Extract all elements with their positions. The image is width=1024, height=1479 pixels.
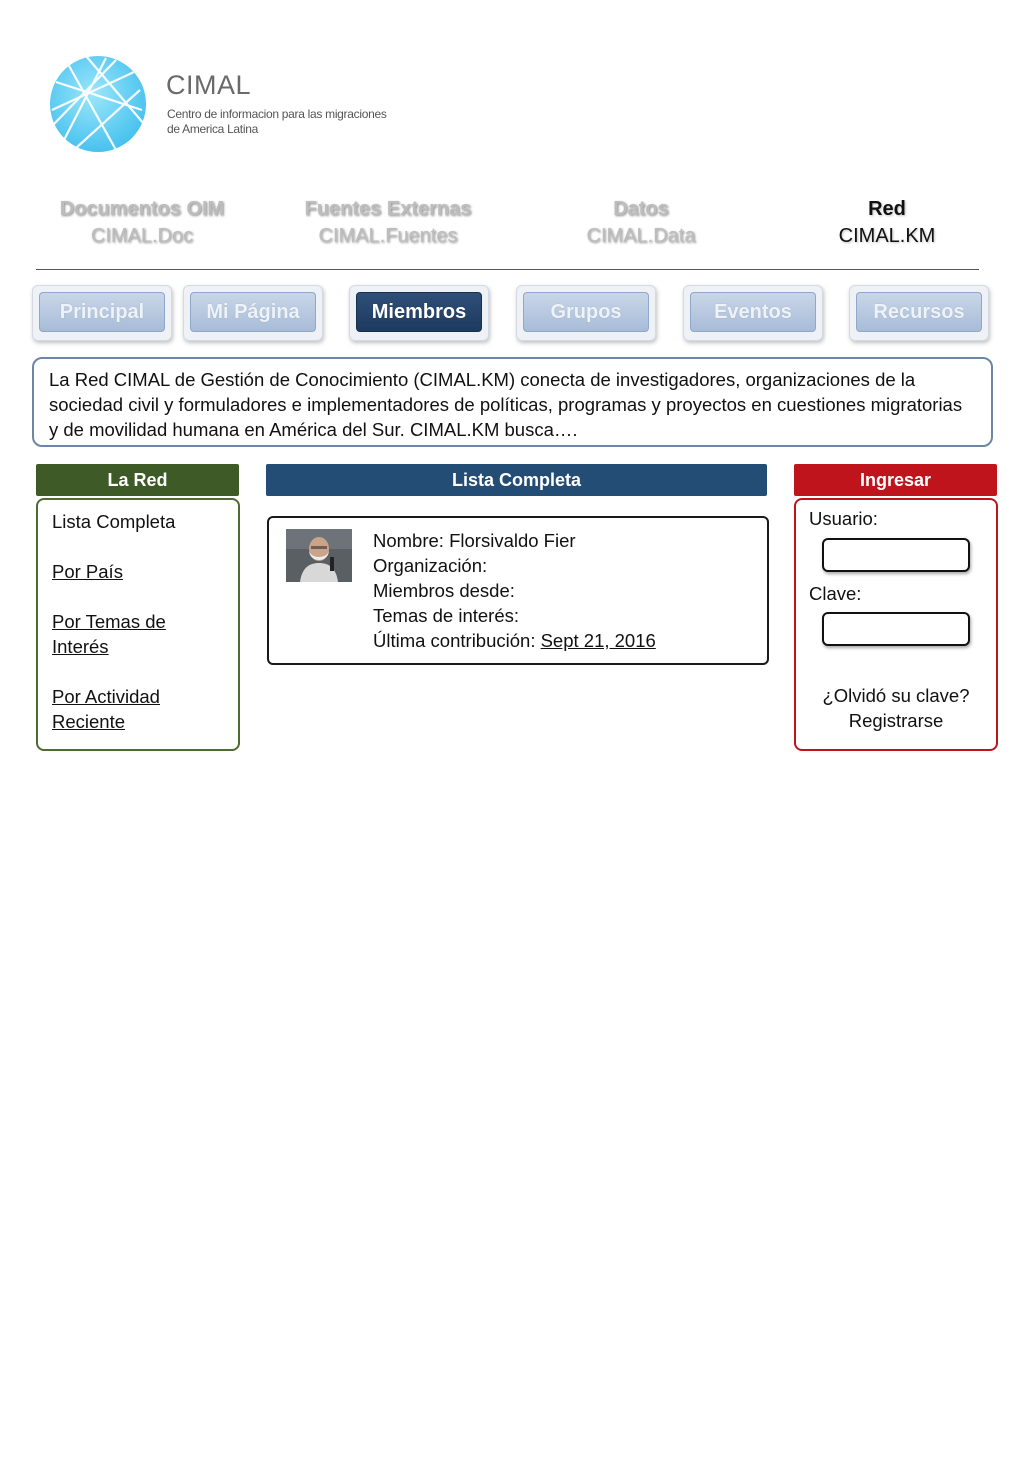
tab-label: Recursos xyxy=(856,292,982,332)
section-title: Datos xyxy=(613,198,669,220)
member-name[interactable]: Florsivaldo Fier xyxy=(449,530,576,551)
clave-input[interactable] xyxy=(822,612,970,646)
tab-miembros[interactable] xyxy=(349,285,489,341)
brand-subtitle xyxy=(167,107,387,137)
section-fuentes[interactable] xyxy=(268,196,508,250)
section-title: Documentos OIM xyxy=(59,198,225,220)
member-last-label: Última contribución: xyxy=(373,630,536,651)
clave-label: Clave: xyxy=(809,583,862,604)
tab-eventos[interactable] xyxy=(683,285,823,341)
nav-por-actividad[interactable]: Por Actividad Reciente xyxy=(52,686,160,732)
member-avatar[interactable] xyxy=(286,529,352,582)
section-datos[interactable] xyxy=(521,196,761,250)
brand-subtitle-line-2: de America Latina xyxy=(167,122,258,136)
member-last-row xyxy=(373,628,656,653)
member-org-label: Organización: xyxy=(373,555,488,576)
nav-por-temas[interactable]: Por Temas de Interés xyxy=(52,611,166,657)
header-divider xyxy=(36,269,979,270)
section-documentos[interactable] xyxy=(22,196,262,250)
ingresar-header: Ingresar xyxy=(794,464,997,496)
forgot-password-link[interactable]: ¿Olvidó su clave? xyxy=(822,685,970,706)
member-since-label: Miembros desde: xyxy=(373,580,515,601)
cimal-logo xyxy=(46,52,150,156)
tab-label: Mi Página xyxy=(190,292,316,332)
section-sub: CIMAL.Doc xyxy=(90,225,194,247)
lista-completa-header: Lista Completa xyxy=(266,464,767,496)
section-sub: CIMAL.Fuentes xyxy=(318,225,458,247)
member-last-date-link[interactable]: Sept 21, 2016 xyxy=(540,630,656,651)
nav-por-pais[interactable]: Por País xyxy=(52,561,123,582)
intro-description: La Red CIMAL de Gestión de Conocimiento (CIMAL.KM) conecta de investigadores, organizaciones de la sociedad civil y formuladores e implementadores de políticas, programas y proyectos en cuestiones migratorias y de movilidad humana en América del Sur. CIMAL.KM busca…. xyxy=(32,357,993,447)
section-title: Fuentes Externas xyxy=(304,198,472,220)
member-info xyxy=(373,528,656,653)
tab-recursos[interactable] xyxy=(849,285,989,341)
la-red-nav xyxy=(36,498,240,751)
register-link[interactable]: Registrarse xyxy=(848,710,944,731)
tab-label: Miembros xyxy=(356,292,482,332)
usuario-input[interactable] xyxy=(822,538,970,572)
la-red-header: La Red xyxy=(36,464,239,496)
login-links xyxy=(794,683,998,733)
tab-grupos[interactable] xyxy=(516,285,656,341)
section-sub: CIMAL.Data xyxy=(586,225,696,247)
nav-lista-completa[interactable]: Lista Completa xyxy=(52,511,176,532)
section-sub: CIMAL.KM xyxy=(838,225,936,247)
section-title: Red xyxy=(868,198,906,220)
brand-subtitle-line-1: Centro de informacion para las migraciones xyxy=(167,107,387,121)
tab-label: Eventos xyxy=(690,292,816,332)
brand-name: CIMAL xyxy=(166,70,252,100)
section-red[interactable] xyxy=(767,196,1007,250)
tab-mi-pagina[interactable] xyxy=(183,285,323,341)
tab-label: Grupos xyxy=(523,292,649,332)
member-name-label: Nombre: xyxy=(373,530,444,551)
usuario-label: Usuario: xyxy=(809,508,878,529)
member-name-row xyxy=(373,528,656,553)
tab-principal[interactable] xyxy=(32,285,172,341)
member-topics-label: Temas de interés: xyxy=(373,605,520,626)
tab-label: Principal xyxy=(39,292,165,332)
